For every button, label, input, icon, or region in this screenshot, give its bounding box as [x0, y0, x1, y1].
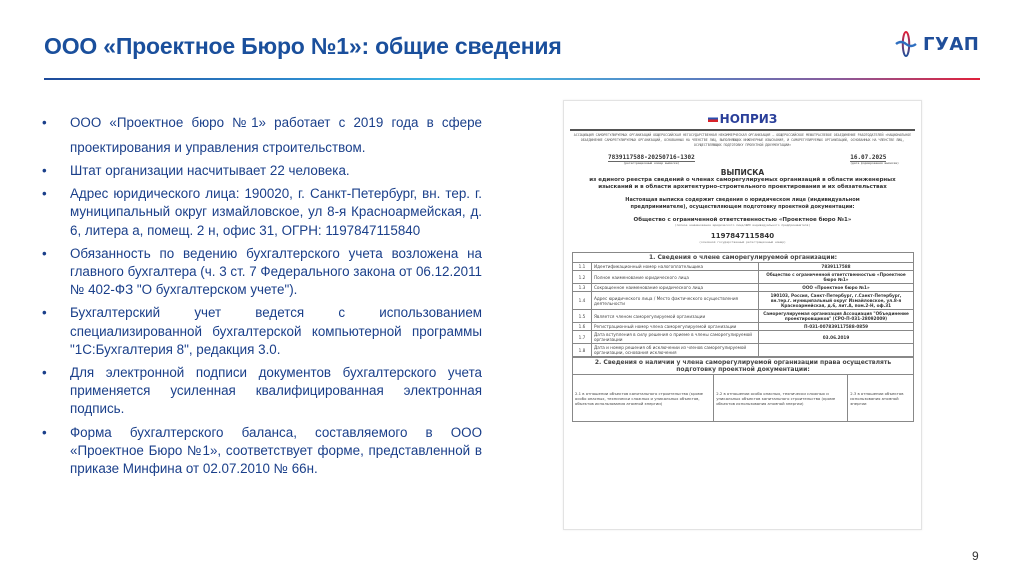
- row-value: Саморегулируемая организация Ассоциация "Объединение проектировщиков" (СРО-П-031-28092009): [759, 310, 914, 323]
- row-num: 1.7: [573, 331, 592, 344]
- table-row: [573, 284, 914, 292]
- row-num: 1.1: [573, 263, 592, 271]
- ogrn: 1197847115840: [710, 232, 775, 240]
- reg-number-caption: (регистрационный номер выписки): [623, 161, 680, 165]
- rights-col: 2.1 в отношении объектов капитального строительства (кроме особо опасных, технически сложных и уникальных объектов, объектов использования атомной энергии): [573, 375, 714, 422]
- row-label: Адрес юридического лица / Место фактического осуществления деятельности: [592, 292, 759, 310]
- rights-table: [572, 357, 914, 422]
- bullet-item: • Обязанность по ведению бухгалтерского учета возложена на главного бухгалтера (ч. 3 ст. 7 Федерального закона от 06.12.2011 № 402-ФЗ "О бухгалтерском учете").: [40, 245, 482, 300]
- rights-col: 2.3 в отношении объектов использования атомной энергии: [848, 375, 914, 422]
- extract-heading: ВЫПИСКА: [720, 168, 765, 177]
- org-name: Общество с ограниченной ответственностью «Проектное бюро №1»: [633, 217, 852, 223]
- table-row: [573, 375, 914, 422]
- row-label: Идентификационный номер налогоплательщика: [592, 263, 759, 271]
- page-title: ООО «Проектное Бюро №1»: общие сведения: [44, 33, 562, 59]
- guap-logo-text: ГУАП: [923, 33, 980, 55]
- row-value: 190103, Россия, Санкт-Петербург, г.Санкт-Петербург, вн.тер.г. муниципальный округ Измайловское, ул.8-я Красноармейская, д.6, лит.А, пом.2-Н, оф.31: [759, 292, 914, 310]
- org-caption: (полное наименование юридического лица/ФИО индивидуального предпринимателя): [674, 223, 811, 227]
- association-text: АССОЦИАЦИЯ САМОРЕГУЛИРУЕМЫХ ОРГАНИЗАЦИЙ ОБЩЕРОССИЙСКАЯ НЕГОСУДАРСТВЕННАЯ НЕКОММЕРЧЕСКАЯ ОРГАНИЗАЦИЯ – ОБЩЕРОССИЙСКОЕ МЕЖОТРАСЛЕВОЕ ОБЪЕДИНЕНИЕ РАБОТОДАТЕЛЕЙ «НАЦИОНАЛЬНОЕ ОБЪЕДИНЕНИЕ САМОРЕГУЛИРУЕМЫХ ОРГАНИЗАЦИЙ, ОСНОВАННЫХ НА ЧЛЕНСТВЕ ЛИЦ, ВЫПОЛНЯЮЩИХ ИНЖЕНЕРНЫЕ ИЗЫСКАНИЯ, И САМОРЕГУЛИРУЕМЫХ ОРГАНИЗАЦИЙ, ОСНОВАННЫХ НА ЧЛЕНСТВЕ ЛИЦ, ОСУЩЕСТВЛЯЮЩИХ ПОДГОТОВКУ ПРОЕКТНОЙ ДОКУМЕНТАЦИИ»: [573, 133, 912, 147]
- section2-title: 2. Сведения о наличии у члена саморегулируемой организации права осуществлять подготовку проектной документации:: [573, 358, 914, 375]
- extract-date: 16.07.2025: [850, 154, 887, 161]
- guap-logo: [895, 30, 979, 58]
- row-label: Полное наименование юридического лица: [592, 271, 759, 284]
- header-divider: [44, 78, 980, 80]
- row-value: [759, 344, 914, 357]
- row-label: Сокращенное наименование юридического лица: [592, 284, 759, 292]
- nopriz-logo: [708, 112, 778, 126]
- row-value: П-031-007839117588-0859: [759, 323, 914, 331]
- doc-divider: [570, 129, 915, 131]
- row-value: Общество с ограниченной ответственностью «Проектное бюро №1»: [759, 271, 914, 284]
- russian-flag-icon: [708, 115, 718, 122]
- extract-note: Настоящая выписка содержит сведения о юридическом лице (индивидуальном предпринимателе), осуществляющем подготовку проектной документации:: [625, 197, 860, 210]
- guap-emblem-icon: [895, 30, 917, 58]
- extract-reg-number: 7839117588-20250716-1302: [608, 154, 695, 161]
- bullet-item: • Бухгалтерский учет ведется с использованием специализированной бухгалтерской компьютерной программы "1С:Бухгалтерия 8", редакция 3.0.: [40, 304, 482, 359]
- bullet-item: • Штат организации насчитывает 22 человека.: [40, 162, 482, 180]
- date-caption: (дата формирования выписки): [850, 161, 899, 165]
- row-num: 1.6: [573, 323, 592, 331]
- section1-title: 1. Сведения о члене саморегулируемой организации:: [573, 253, 914, 263]
- table-row: [573, 263, 914, 271]
- table-row: [573, 344, 914, 357]
- nopriz-logo-text: НОПРИЗ: [719, 111, 778, 126]
- row-num: 1.3: [573, 284, 592, 292]
- table-row: [573, 331, 914, 344]
- table-row: [573, 310, 914, 323]
- extract-subheading: из единого реестра сведений о членах саморегулируемых организаций в области инженерных изысканий и в области архитектурно-строительного проектирования и их обязательствах: [589, 177, 896, 190]
- bullet-item: • Форма бухгалтерского баланса, составляемого в ООО «Проектное Бюро №1», соответствует форме, представленной в приказе Минфина от 02.07.2010 № 66н.: [40, 424, 482, 479]
- table-row: [573, 271, 914, 284]
- info-bullet-list: [40, 110, 482, 483]
- row-label: Дата и номер решения об исключении из членов саморегулируемой организации, основания исключения: [592, 344, 759, 357]
- row-num: 1.2: [573, 271, 592, 284]
- row-value: 03.06.2019: [759, 331, 914, 344]
- bullet-item: • Адрес юридического лица: 190020, г. Санкт-Петербург, вн. тер. г. муниципальный округ измайловское, ул 8-я Красноармейская, д. 6, литера а, помещ. 2 н, офис 31, ОГРН: 1197847115840: [40, 185, 482, 240]
- member-info-table: [572, 252, 914, 357]
- bullet-item: • Для электронной подписи документов бухгалтерского учета применяется усиленная квалифицированная электронная подпись.: [40, 364, 482, 419]
- row-value: 7839117588: [759, 263, 914, 271]
- row-label: Является членом саморегулируемой организации: [592, 310, 759, 323]
- table-row: [573, 323, 914, 331]
- table-row: [573, 292, 914, 310]
- page-number: 9: [972, 549, 979, 563]
- row-value: ООО «Проектное бюро №1»: [759, 284, 914, 292]
- row-label: Дата вступления в силу решения о приеме в члены саморегулируемой организации: [592, 331, 759, 344]
- row-num: 1.5: [573, 310, 592, 323]
- ogrn-caption: (основной государственный регистрационный номер): [699, 240, 786, 244]
- row-num: 1.8: [573, 344, 592, 357]
- bullet-item: • ООО «Проектное бюро №1» работает с 2019 года в сфере проектирования и управления строительством.: [40, 110, 482, 160]
- row-label: Регистрационный номер члена саморегулируемой организации: [592, 323, 759, 331]
- rights-col: 2.2 в отношении особо опасных, технически сложных и уникальных объектов капитального строительства (кроме объектов использования атомной энергии): [714, 375, 848, 422]
- row-num: 1.4: [573, 292, 592, 310]
- registry-extract-image: [563, 100, 922, 530]
